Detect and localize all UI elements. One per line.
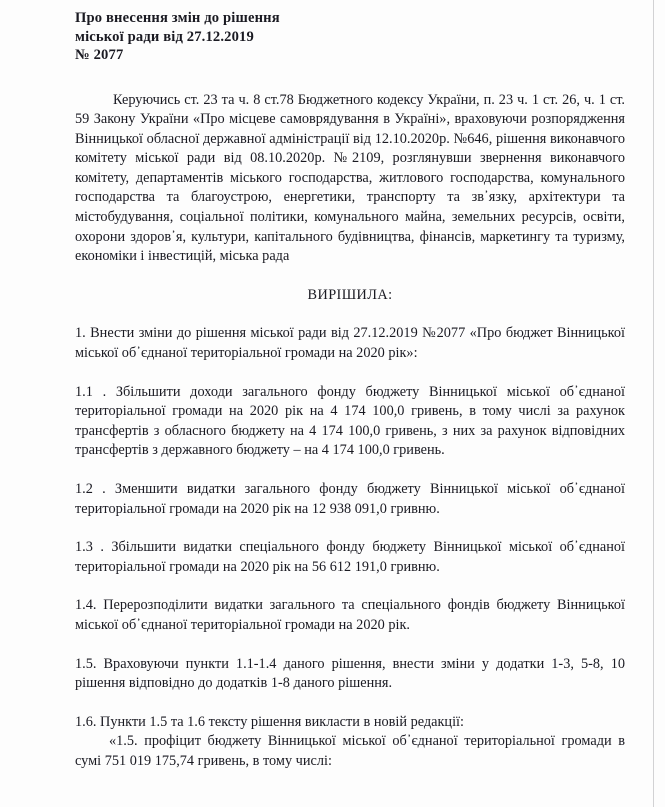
- preamble-paragraph: Керуючись ст. 23 та ч. 8 ст.78 Бюджетного кодексу України, п. 23 ч. 1 ст. 26, ч. 1 ст. 59 Закону України «Про місцеве самоврядування в Україні», враховуючи розпорядження Вінницької обласної державної адміністрації від 12.10.2020р. №646, рішення виконавчого комітету міської ради від 08.10.2020р. №2109, розглянувши звернення виконавчого комітету, департаментів міського господарства, житлового господарства, комунального господарства та благоустрою, енергетики, транспорту та зв᾽язку, архітектури та містобудування, соціальної політики, комунального майна, земельних ресурсів, освіти, охорони здоров᾽я, культури, капітального будівництва, фінансів, маркетингу та туризму, економіки і інвестицій, міська рада: [75, 91, 625, 265]
- clause-1-2: 1.2 . Зменшити видатки загального фонду бюджету Вінницької міської об᾽єднаної територіальної громади на 2020 рік на 12 938 091,0 гривню.: [75, 481, 625, 517]
- document-content: [75, 0, 625, 772]
- clause-1-3: 1.3 . Збільшити видатки спеціального фонду бюджету Вінницької міської об᾽єднаної територіальної громади на 2020 рік на 56 612 191,0 гривню.: [75, 539, 625, 575]
- clause-1: 1. Внести зміни до рішення міської ради від 27.12.2019 №2077 «Про бюджет Вінницької міської об᾽єднаної територіальної громади на 2020 рік»:: [75, 325, 625, 362]
- clause-1-5: 1.5. Враховуючи пункти 1.1-1.4 даного рішення, внести зміни у додатки 1-3, 5-8, 10 рішення відповідно до додатків 1-8 даного рішення.: [75, 655, 625, 692]
- title-line-3: № 2077: [75, 47, 124, 63]
- quoted-clause-1-5: «1.5. профіцит бюджету Вінницької міської об᾽єднаної територіальної громади в сумі 751 019 175,74 гривень, в тому числі:: [75, 733, 625, 769]
- document-body: [75, 65, 625, 772]
- page-right-border: [653, 0, 654, 807]
- resolution-heading: ВИРІШИЛА:: [307, 286, 393, 303]
- clause-1-6: 1.6. Пункти 1.5 та 1.6 тексту рішення викласти в новій редакції:: [75, 713, 465, 730]
- clause-1-4: 1.4. Перерозподілити видатки загального та спеціального фондів бюджету Вінницької міської об᾽єднаної територіальної громади на 2020 рік.: [75, 597, 625, 633]
- title-line-2: міської ради від 27.12.2019: [75, 28, 254, 45]
- title-line-1: Про внесення змін до рішення: [75, 10, 280, 26]
- document-title: [75, 0, 625, 65]
- clause-1-1: 1.1 . Збільшити доходи загального фонду бюджету Вінницької міської об᾽єднаної територіальної громади на 2020 рік на 4 174 100,0 гривень, в тому числі за рахунок трансфертів з обласного бюджету на 4 174 100,0 гривень, з них за рахунок відповідних трансфертів з державного бюджету – на 4 174 100,0 гривень.: [75, 383, 625, 459]
